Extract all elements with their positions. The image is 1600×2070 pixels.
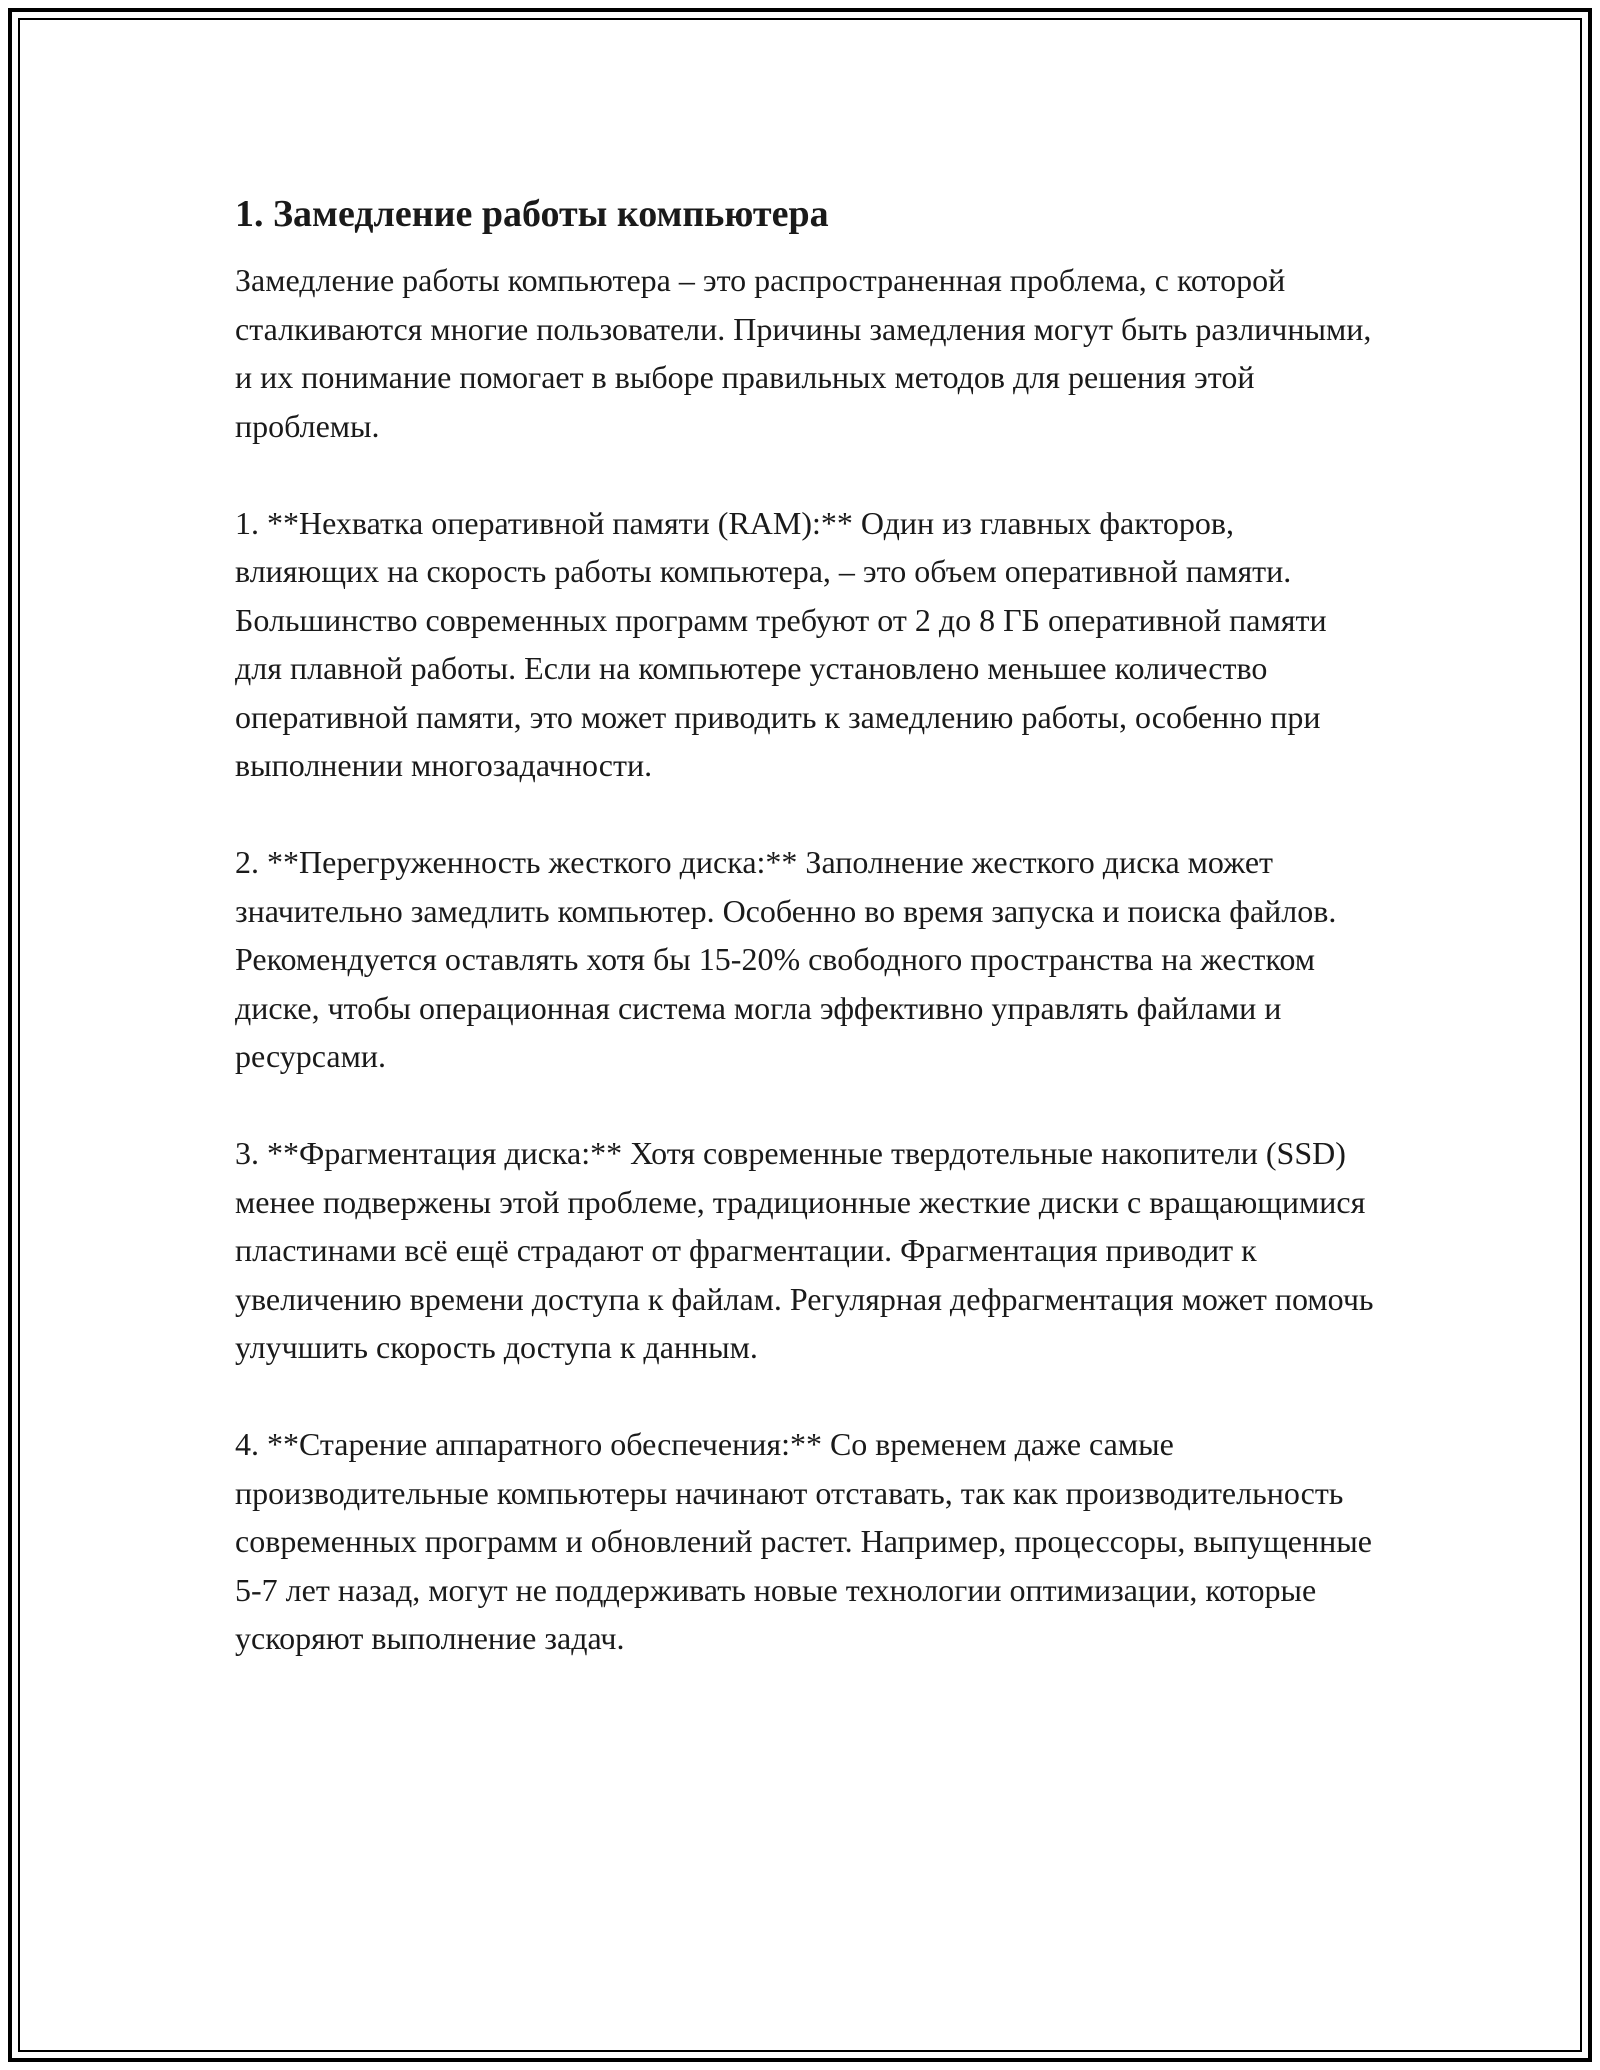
section-heading: 1. Замедление работы компьютера [235, 193, 829, 235]
paragraph-hardware-aging: 4. **Старение аппаратного обеспечения:** Со временем даже самые производительные компьютеры начинают отставать, так как производительность современных программ и обновлений растет. Например, процессоры, выпущенные 5-7 лет назад, могут не поддерживать новые технологии оптимизации, которые ускоряют выполнение задач. [235, 1426, 1372, 1656]
intro-paragraph: Замедление работы компьютера – это распространенная проблема, с которой сталкиваются многие пользователи. Причины замедления могут быть различными, и их понимание помогает в выборе правильных методов для решения этой проблемы. [235, 262, 1372, 444]
document-body [235, 186, 1375, 1711]
paragraph-fragmentation: 3. **Фрагментация диска:** Хотя современные твердотельные накопители (SSD) менее подвержены этой проблеме, традиционные жесткие диски с вращающимися пластинами всё ещё страдают от фрагментации. Фрагментация приводит к увеличению времени доступа к файлам. Регулярная дефрагментация может помочь улучшить скорость доступа к данным. [235, 1135, 1374, 1365]
paragraph-ram: 1. **Нехватка оперативной памяти (RAM):** Один из главных факторов, влияющих на скорость работы компьютера, – это объем оперативной памяти. Большинство современных программ требуют от 2 до 8 ГБ оперативной памяти для плавной работы. Если на компьютере установлено меньшее количество оперативной памяти, это может приводить к замедлению работы, особенно при выполнении многозадачности. [235, 504, 1327, 783]
paragraph-hard-disk: 2. **Перегруженность жесткого диска:** Заполнение жесткого диска может значительно замедлить компьютер. Особенно во время запуска и поиска файлов. Рекомендуется оставлять хотя бы 15-20% свободного пространства на жестком диске, чтобы операционная система могла эффективно управлять файлами и ресурсами. [235, 844, 1337, 1074]
